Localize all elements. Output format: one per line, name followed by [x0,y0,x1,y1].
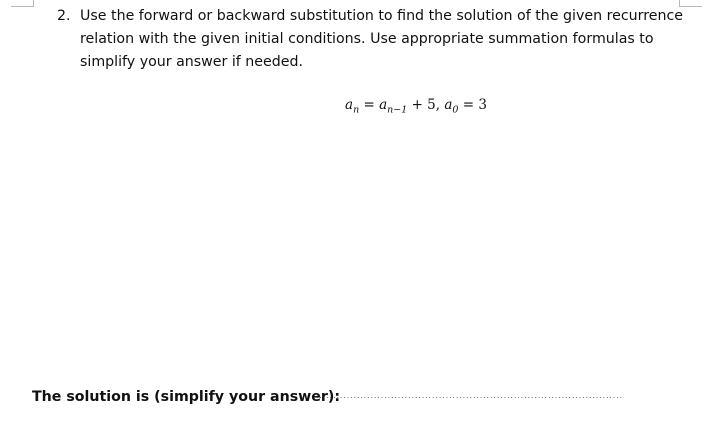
answer-label: The solution is (simplify your answer): [32,389,341,405]
equation-init-sub: 0 [452,104,459,116]
equation-rhs-sub: n−1 [387,104,408,116]
equation-init-var: a [444,97,453,113]
equation-equals: = [359,97,380,113]
equation-rhs-var: a [379,97,388,113]
equation-rhs-rest: + 5, [407,97,445,113]
question-number: 2. [57,8,71,24]
question-text: Use the forward or backward substitution to find the solution of the given recurrence relation with the given initial conditions. Use appropriate summation formulas to simplify your answer if needed. [80,8,684,70]
answer-blank-line[interactable]: ........................................................................................... [312,393,623,400]
equation-lhs-sub: n [353,104,360,116]
question-block [57,5,705,74]
recurrence-equation [345,97,487,116]
equation-lhs-var: a [345,97,354,113]
page-corner-mark-left [11,0,34,7]
equation-init-rest: = 3 [458,97,487,113]
